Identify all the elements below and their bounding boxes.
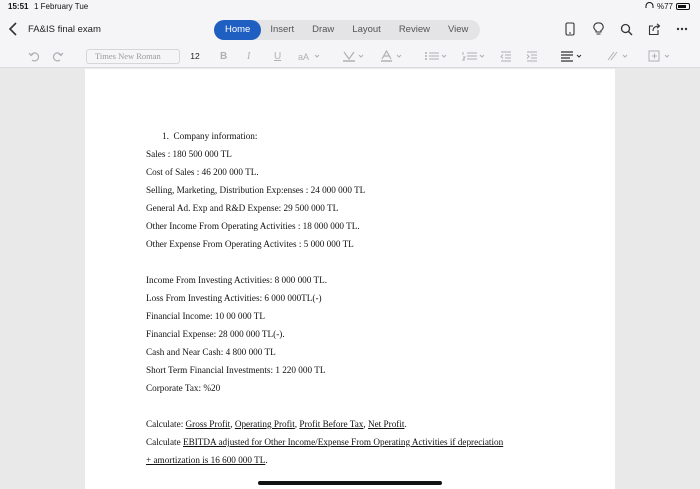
ribbon-tabs xyxy=(214,20,480,40)
document-page[interactable] xyxy=(85,69,615,489)
doc-line-cost-of-sales: Cost of Sales : 46 200 000 TL. xyxy=(146,167,259,177)
svg-text:aA: aA xyxy=(298,52,310,62)
separator: , xyxy=(363,419,368,429)
title-bar xyxy=(0,14,700,46)
tab-review[interactable]: Review xyxy=(398,24,430,35)
tab-home[interactable]: Home xyxy=(214,20,261,40)
doc-line-general-admin: General Ad. Exp and R&D Expense: 29 500 000 TL xyxy=(146,203,339,213)
formatting-toolbar xyxy=(0,46,700,68)
status-right xyxy=(645,2,690,11)
increase-indent-icon[interactable] xyxy=(526,50,538,64)
calc2-prefix: Calculate xyxy=(146,437,183,447)
doc-line-other-income: Other Income From Operating Activities : 18 000 000 TL. xyxy=(146,221,360,231)
doc-line-financial-expense: Financial Expense: 28 000 000 TL(-). xyxy=(146,329,285,339)
back-chevron-icon[interactable] xyxy=(8,22,18,40)
highlight-color-icon[interactable] xyxy=(342,50,364,64)
lightbulb-icon[interactable] xyxy=(590,21,606,37)
decrease-indent-icon[interactable] xyxy=(500,50,512,64)
tab-layout[interactable]: Layout xyxy=(352,24,381,35)
status-time: 15:51 xyxy=(8,2,29,11)
more-icon[interactable] xyxy=(674,21,690,37)
operating-profit-term: Operating Profit xyxy=(234,419,295,429)
numbered-list-icon[interactable] xyxy=(462,50,486,64)
find-replace-icon[interactable] xyxy=(648,50,672,64)
calculate-line-2 xyxy=(146,437,503,447)
battery-icon xyxy=(676,3,690,10)
separator: , xyxy=(230,419,235,429)
calc2-end: . xyxy=(265,455,268,465)
status-date: 1 February Tue xyxy=(34,2,89,11)
doc-line-investing-loss: Loss From Investing Activities: 6 000 000TL(-) xyxy=(146,293,322,303)
doc-line-corporate-tax: Corporate Tax: %20 xyxy=(146,383,221,393)
amortization-term: + amortization is 16 600 000 TL xyxy=(146,455,266,465)
net-profit-term: Net Profit xyxy=(367,419,405,429)
document-title[interactable]: FA&IS final exam xyxy=(28,24,101,35)
phone-icon[interactable] xyxy=(562,21,578,37)
calc1-prefix: Calculate: xyxy=(146,419,186,429)
section-heading: 1. Company information: xyxy=(162,131,258,141)
status-bar xyxy=(0,0,700,14)
styles-icon[interactable] xyxy=(606,50,630,64)
bold-button[interactable]: B xyxy=(220,51,228,62)
bullet-list-icon[interactable] xyxy=(424,50,448,64)
headphones-icon xyxy=(645,2,654,11)
redo-icon[interactable] xyxy=(52,50,64,64)
doc-line-investing-income: Income From Investing Activities: 8 000 000 TL. xyxy=(146,275,328,285)
home-indicator[interactable] xyxy=(258,481,442,485)
title-actions xyxy=(562,21,690,37)
undo-icon[interactable] xyxy=(28,50,40,64)
doc-line-short-term-investments: Short Term Financial Investments: 1 220 000 TL xyxy=(146,365,326,375)
font-effects-icon[interactable] xyxy=(298,50,320,64)
font-color-icon[interactable] xyxy=(380,50,402,64)
doc-line-other-expense: Other Expense From Operating Activites : 5 000 000 TL xyxy=(146,239,354,249)
calculate-line-1 xyxy=(146,419,407,429)
battery-percent: %77 xyxy=(656,2,673,11)
ebitda-term: EBITDA adjusted for Other Income/Expense From Operating Activities if depreciation xyxy=(183,437,504,447)
separator: , xyxy=(294,419,300,429)
gross-profit-term: Gross Profit xyxy=(185,419,231,429)
doc-line-financial-income: Financial Income: 10 00 000 TL xyxy=(146,311,265,321)
doc-line-sales: Sales : 180 500 000 TL xyxy=(146,149,232,159)
font-size-select[interactable]: 12 xyxy=(190,51,200,61)
doc-line-cash: Cash and Near Cash: 4 800 000 TL xyxy=(146,347,276,357)
search-icon[interactable] xyxy=(618,21,634,37)
tab-view[interactable]: View xyxy=(447,24,469,35)
underline-button[interactable]: U xyxy=(274,51,282,62)
font-family-select[interactable]: Times New Roman xyxy=(86,49,180,64)
paragraph-align-icon[interactable] xyxy=(560,50,584,64)
share-icon[interactable] xyxy=(646,21,662,37)
doc-line-selling-expenses: Selling, Marketing, Distribution Exp:enses : 24 000 000 TL xyxy=(146,185,366,195)
calculate-line-3 xyxy=(146,455,268,465)
calc1-end: . xyxy=(404,419,407,429)
italic-button[interactable]: I xyxy=(247,51,251,62)
tab-insert[interactable]: Insert xyxy=(270,24,295,35)
profit-before-tax-term: Profit Before Tax xyxy=(299,419,364,429)
tab-draw[interactable]: Draw xyxy=(312,24,335,35)
